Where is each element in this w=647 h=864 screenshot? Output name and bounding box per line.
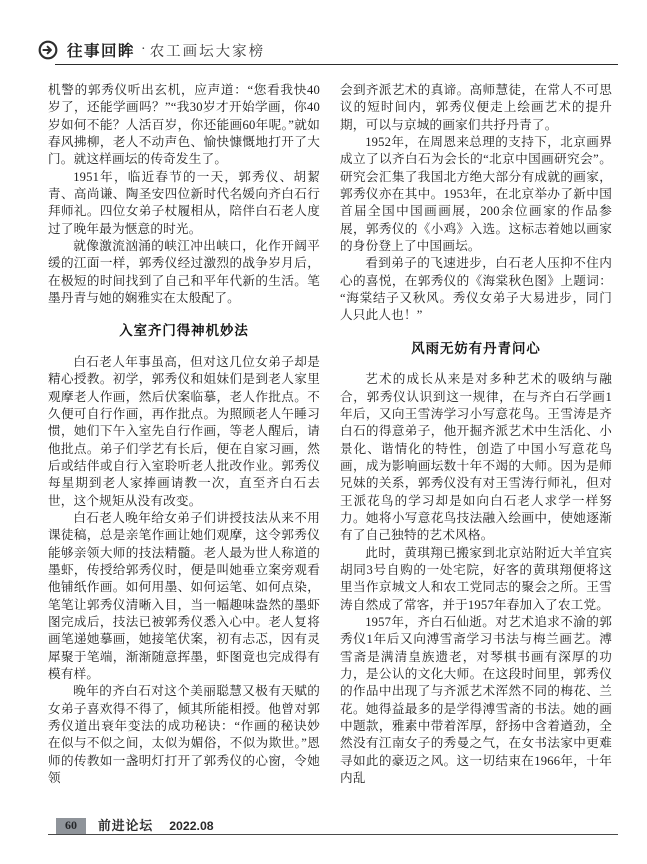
right-column <box>340 82 612 787</box>
circle-arrow-right-icon <box>38 40 58 60</box>
paragraph: 1951年，临近春节的一天，郭秀仪、胡絜青、高尚谦、陶圣安四位新时代名媛向齐白石行拜师礼。四位女弟子杖履相从，陪伴白石老人度过了晚年最为惬意的时光。 <box>48 169 320 236</box>
journal-name: 前进论坛 <box>98 819 154 833</box>
paragraph: 1952年，在周恩来总理的支持下，北京画界成立了以齐白石为会长的“北京中国画研究会”。研究会汇集了我国北方绝大部分有成就的画家，郭秀仪亦在其中。1953年，在北京举办了新中国首届全国中国画画展，200余位画家的作品参展，郭秀仪的《小鸡》入选。这标志着她以画家的身份登上了中国画坛。 <box>340 135 612 254</box>
paragraph: 晚年的齐白石对这个美丽聪慧又极有天赋的女弟子喜欢得不得了，倾其所能相授。他曾对郭秀仪道出衰年变法的成功秘诀：“作画的秘诀妙在似与不似之间，太似为媚俗，不似为欺世。”恩师的传教如一盏明灯打开了郭秀仪的心窗，令她领 <box>48 684 320 786</box>
column-subtitle: 农工画坛大家榜 <box>149 43 266 60</box>
issue-date: 2022.08 <box>169 819 214 833</box>
title-separator: · <box>141 42 146 57</box>
paragraph: 艺术的成长从来是对多种艺术的吸纳与融合，郭秀仪认识到这一规律，在与齐白石学画1年后，又向王雪涛学习小写意花鸟。王雪涛是齐白石的得意弟子，他开掘齐派艺术中生活化、小景化、谐情化的特性，创造了中国小写意花鸟画，成为影响画坛数十年不竭的大师。因为是师兄妹的关系，郭秀仪没有对王雪涛行师礼，但对王派花鸟的学习却是如向白石老人求学一样努力。她将小写意花鸟技法融入绘画中，使她逐渐有了自己独特的艺术风格。 <box>340 372 612 543</box>
header-divider <box>55 64 618 65</box>
paragraph: 看到弟子的飞速进步，白石老人压抑不住内心的喜悦，在郭秀仪的《海棠秋色图》上题词：“海棠结子又秋风。秀仪女弟子大易进步，同门人只此人也！” <box>340 256 612 323</box>
section-heading-2: 风雨无妨有丹青问心 <box>411 340 541 356</box>
paragraph: 白石老人晚年给女弟子们讲授技法从来不用课徒稿，总是亲笔作画让她们观摩，这令郭秀仪能够亲领大师的技法精髓。老人最为世人称道的墨虾，传授给郭秀仪时，便是叫她垂立案旁观看他铺纸作画。如何用墨、如何运笔、如何点染，笔笔让郭秀仪清晰入目，当一幅趣味盎然的墨虾图完成后，技法已被郭秀仪悉入心中。老人复将画笔递她摹画，她接笔伏案，初有忐忑，因有灵犀聚于笔端，渐渐随意挥墨，虾图竟也完成得有模有样。 <box>48 510 320 681</box>
paragraph: 此时，黄琪翔已搬家到北京站附近大羊宜宾胡同3号自购的一处宅院，好客的黄琪翔便将这里当作京城文人和农工党同志的聚会之所。王雪涛自然成了常客，并于1957年春加入了农工党。 <box>340 545 612 612</box>
article-body <box>48 82 612 787</box>
paragraph: 白石老人年事虽高，但对这几位女弟子却是精心授教。初学，郭秀仪和姐妹们是到老人家里观摩老人作画，然后伏案临摹，老人作批点。不久便可自行作画，再作批点。为照顾老人午睡习惯，她们下午入室先自行作画，等老人醒后，请他批点。弟子们学艺有长后，便在自家习画，然后或结伴或自行入室聆听老人批改作业。郭秀仪每星期到老人家捧画请教一次，直至齐白石去世，这个规矩从没有改变。 <box>48 354 320 508</box>
page-header <box>38 36 618 64</box>
section-heading-1: 入室齐门得神机妙法 <box>119 323 249 339</box>
paragraph: 就像激流汹涌的峡江冲出峡口，化作开阔平缓的江面一样，郭秀仪经过激烈的战争岁月后，在极短的时间找到了自己和平年代新的生活。笔墨丹青与她的娴雅实在太般配了。 <box>48 239 320 306</box>
paragraph: 会到齐派艺术的真谛。高师慧徒，在常人不可思议的短时间内，郭秀仪便走上绘画艺术的提升期，可以与京城的画家们共抒丹青了。 <box>340 83 612 132</box>
left-column <box>48 82 320 787</box>
page-footer <box>48 816 618 835</box>
column-title: 往事回眸 <box>67 43 136 60</box>
page-number: 60 <box>56 818 86 834</box>
paragraph: 1957年，齐白石仙逝。对艺术追求不渝的郭秀仪1年后又向溥雪斋学习书法与梅兰画艺。溥雪斋是满清皇族遗老，对琴棋书画有深厚的功力，是公认的文化大师。在这段时间里，郭秀仪的作品中出现了与齐派艺术浑然不同的梅花、兰花。她得益最多的是学得溥雪斋的书法。她的画中题款，雅素中带着浑厚，舒扬中含着遒劲，全然没有江南女子的秀曼之气，在女书法家中更难寻如此的豪迈之风。这一切结束在1966年，十年内乱 <box>340 614 612 786</box>
paragraph: 机警的郭秀仪听出玄机，应声道：“您看我快40岁了，还能学画吗？”“我30岁才开始学画，你40岁如何不能？人活百岁，你还能画60年呢。”就如春风拂柳，老人不动声色、愉快慷慨地打开了大门。就这样画坛的传奇发生了。 <box>48 83 320 167</box>
